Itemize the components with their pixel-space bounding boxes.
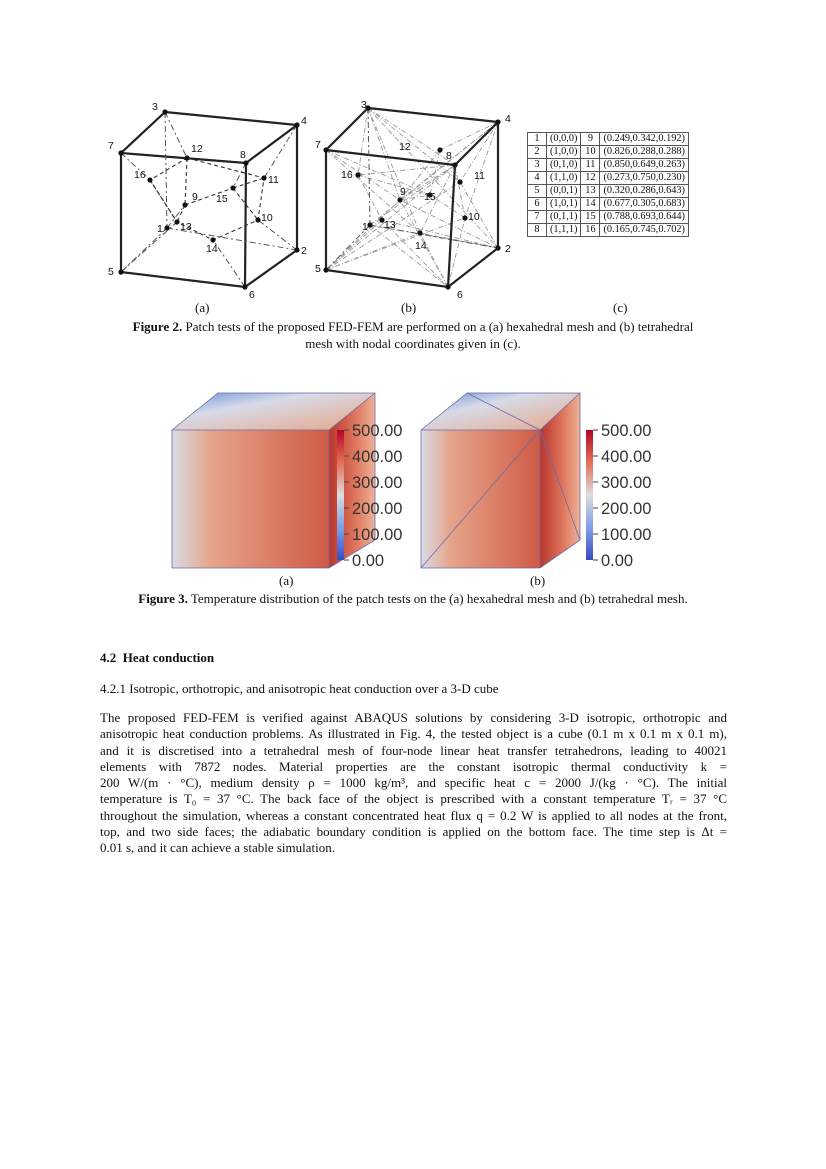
colorbar-tick-label: 200.00 bbox=[352, 500, 403, 518]
node-label: 15 bbox=[424, 191, 436, 203]
node-id-cell: 7 bbox=[528, 211, 547, 224]
node-label: 9 bbox=[400, 186, 406, 198]
node-label: 14 bbox=[415, 240, 427, 252]
colorbar-tick-label: 100.00 bbox=[601, 526, 652, 544]
figure-3-caption bbox=[100, 591, 726, 608]
paragraph-line: anisotropic heat conduction problems. As illustrated in Fig. 4, the tested object is a cube (0.1 m x 0.1 m x 0.1 m), bbox=[100, 726, 727, 742]
table-row bbox=[528, 198, 689, 211]
coordinate-cell: (1,1,1) bbox=[547, 224, 581, 237]
caption-label: Figure 2. bbox=[132, 319, 183, 334]
coordinate-cell: (0,1,1) bbox=[547, 211, 581, 224]
node-id-cell: 6 bbox=[528, 198, 547, 211]
section-heading: 4.2 Heat conduction bbox=[100, 650, 215, 665]
coordinate-cell: (0.320,0.286,0.643) bbox=[600, 185, 689, 198]
coordinate-cell: (1,0,1) bbox=[547, 198, 581, 211]
node-label: 1 bbox=[157, 223, 163, 235]
node-id-cell: 3 bbox=[528, 159, 547, 172]
node-label: 15 bbox=[216, 193, 228, 205]
hexahedral-mesh-diagram bbox=[100, 95, 310, 305]
node-id-cell: 1 bbox=[528, 133, 547, 146]
node-label: 12 bbox=[399, 141, 411, 153]
paragraph-line: and it is discretised into a tetrahedral mesh of four-node linear heat transfer tetrahedrons, leading to 40021 bbox=[100, 742, 727, 758]
hexahedral-temperature-cube bbox=[172, 393, 375, 568]
paragraph-line: The proposed FED-FEM is verified against ABAQUS solutions by considering 3-D isotropic, orthotropic and bbox=[100, 710, 727, 725]
node-label: 2 bbox=[301, 245, 307, 257]
colorbar-tick-label: 200.00 bbox=[601, 500, 652, 518]
paragraph-line: 0.01 s, and it can achieve a stable simulation. bbox=[100, 840, 336, 856]
nodal-coordinates-table bbox=[527, 132, 689, 237]
coordinate-cell: (0.788,0.693,0.644) bbox=[600, 211, 689, 224]
paragraph-line: temperature is T₀ = 37 °C. The back face of the object is prescribed with a constant temperature Tᵣ = 37 °C bbox=[100, 791, 727, 807]
colorbar-b bbox=[586, 422, 651, 570]
colorbar-tick-label: 300.00 bbox=[601, 474, 652, 492]
subfigure-label-b: (b) bbox=[401, 300, 417, 315]
node-label: 4 bbox=[505, 113, 511, 125]
node-id-cell: 9 bbox=[581, 133, 600, 146]
table-row bbox=[528, 224, 689, 237]
subfigure-label-a: (a) bbox=[195, 300, 210, 315]
caption-text: Patch tests of the proposed FED-FEM are performed on a (a) hexahedral mesh and (b) tetrahedral bbox=[182, 319, 694, 334]
paragraph-line: top, and two side faces; the adiabatic boundary condition is applied on the bottom face. The time step is Δt = bbox=[100, 824, 727, 840]
paragraph-line: 200 W/(m · °C), medium density ρ = 1000 kg/m³, and specific heat c = 2000 J/(kg · °C). The initial bbox=[100, 775, 727, 791]
coordinate-cell: (1,1,0) bbox=[547, 172, 581, 185]
node-label: 7 bbox=[108, 140, 114, 152]
figure-3 bbox=[160, 385, 680, 585]
caption-text: Temperature distribution of the patch tests on the (a) hexahedral mesh and (b) tetrahedral mesh. bbox=[187, 591, 688, 606]
coordinate-cell: (0.165,0.745,0.702) bbox=[600, 224, 689, 237]
node-label: 10 bbox=[261, 212, 273, 224]
caption-label: Figure 3. bbox=[138, 591, 188, 606]
node-id-cell: 12 bbox=[581, 172, 600, 185]
coordinate-cell: (0.249,0.342,0.192) bbox=[600, 133, 689, 146]
node-label: 14 bbox=[206, 243, 218, 255]
node-id-cell: 8 bbox=[528, 224, 547, 237]
node-id-cell: 4 bbox=[528, 172, 547, 185]
figure-3-label-a: (a) bbox=[279, 573, 294, 588]
node-id-cell: 11 bbox=[581, 159, 600, 172]
node-label: 3 bbox=[361, 99, 367, 111]
colorbar-tick-label: 400.00 bbox=[352, 448, 403, 466]
node-label: 16 bbox=[134, 169, 146, 181]
node-id-cell: 10 bbox=[581, 146, 600, 159]
body-paragraph bbox=[100, 710, 727, 857]
coordinate-cell: (0,0,0) bbox=[547, 133, 581, 146]
node-label: 3 bbox=[152, 101, 158, 113]
node-label: 12 bbox=[191, 143, 203, 155]
node-label: 4 bbox=[301, 115, 307, 127]
coordinate-cell: (0,0,1) bbox=[547, 185, 581, 198]
node-id-cell: 16 bbox=[581, 224, 600, 237]
node-id-cell: 15 bbox=[581, 211, 600, 224]
subfigure-label-c: (c) bbox=[613, 300, 628, 315]
coordinate-cell: (0,1,0) bbox=[547, 159, 581, 172]
node-label: 8 bbox=[446, 150, 452, 162]
node-label: 13 bbox=[180, 221, 192, 233]
coordinate-cell: (0.850,0.649,0.263) bbox=[600, 159, 689, 172]
colorbar-tick-label: 0.00 bbox=[601, 552, 634, 570]
subsection-heading: 4.2.1 Isotropic, orthotropic, and anisotropic heat conduction over a 3-D cube bbox=[100, 681, 499, 696]
node-label: 5 bbox=[108, 266, 114, 278]
coordinate-cell: (0.826,0.288,0.288) bbox=[600, 146, 689, 159]
colorbar-tick-label: 300.00 bbox=[352, 474, 403, 492]
colorbar-tick-label: 400.00 bbox=[601, 448, 652, 466]
node-label: 2 bbox=[505, 243, 511, 255]
node-id-cell: 2 bbox=[528, 146, 547, 159]
table-row bbox=[528, 159, 689, 172]
colorbar-tick-label: 0.00 bbox=[352, 552, 385, 570]
node-label: 1 bbox=[362, 221, 368, 233]
node-label: 9 bbox=[192, 191, 198, 203]
table-row bbox=[528, 211, 689, 224]
colorbar-tick-label: 100.00 bbox=[352, 526, 403, 544]
node-label: 11 bbox=[268, 174, 279, 186]
table-row bbox=[528, 185, 689, 198]
table-row bbox=[528, 172, 689, 185]
figure-2-caption bbox=[100, 319, 726, 352]
node-label: 10 bbox=[468, 211, 480, 223]
node-label: 6 bbox=[249, 289, 255, 301]
node-label: 13 bbox=[384, 219, 396, 231]
node-label: 6 bbox=[457, 289, 463, 301]
coordinate-cell: (0.273,0.750,0.230) bbox=[600, 172, 689, 185]
tetrahedral-temperature-cube bbox=[421, 393, 580, 568]
colorbar-tick-label: 500.00 bbox=[601, 422, 652, 440]
tetrahedral-mesh-diagram bbox=[310, 95, 528, 305]
paragraph-line: throughout the simulation, whereas a constant concentrated heat flux q = 0.2 W is applied to all nodes at the front, bbox=[100, 807, 727, 823]
node-id-cell: 14 bbox=[581, 198, 600, 211]
node-label: 11 bbox=[474, 170, 485, 182]
figure-2 bbox=[100, 95, 730, 355]
coordinate-cell: (0.677,0.305,0.683) bbox=[600, 198, 689, 211]
node-label: 8 bbox=[240, 149, 246, 161]
figure-3-label-b: (b) bbox=[530, 573, 546, 588]
caption-text-2: mesh with nodal coordinates given in (c). bbox=[305, 335, 521, 351]
table-row bbox=[528, 133, 689, 146]
node-id-cell: 5 bbox=[528, 185, 547, 198]
colorbar-tick-label: 500.00 bbox=[352, 422, 403, 440]
node-label: 7 bbox=[315, 139, 321, 151]
node-label: 5 bbox=[315, 263, 321, 275]
table-row bbox=[528, 146, 689, 159]
coordinate-cell: (1,0,0) bbox=[547, 146, 581, 159]
node-id-cell: 13 bbox=[581, 185, 600, 198]
paragraph-line: elements with 7872 nodes. Material properties are the constant isotropic thermal conductivity k = bbox=[100, 758, 727, 774]
node-label: 16 bbox=[341, 169, 353, 181]
